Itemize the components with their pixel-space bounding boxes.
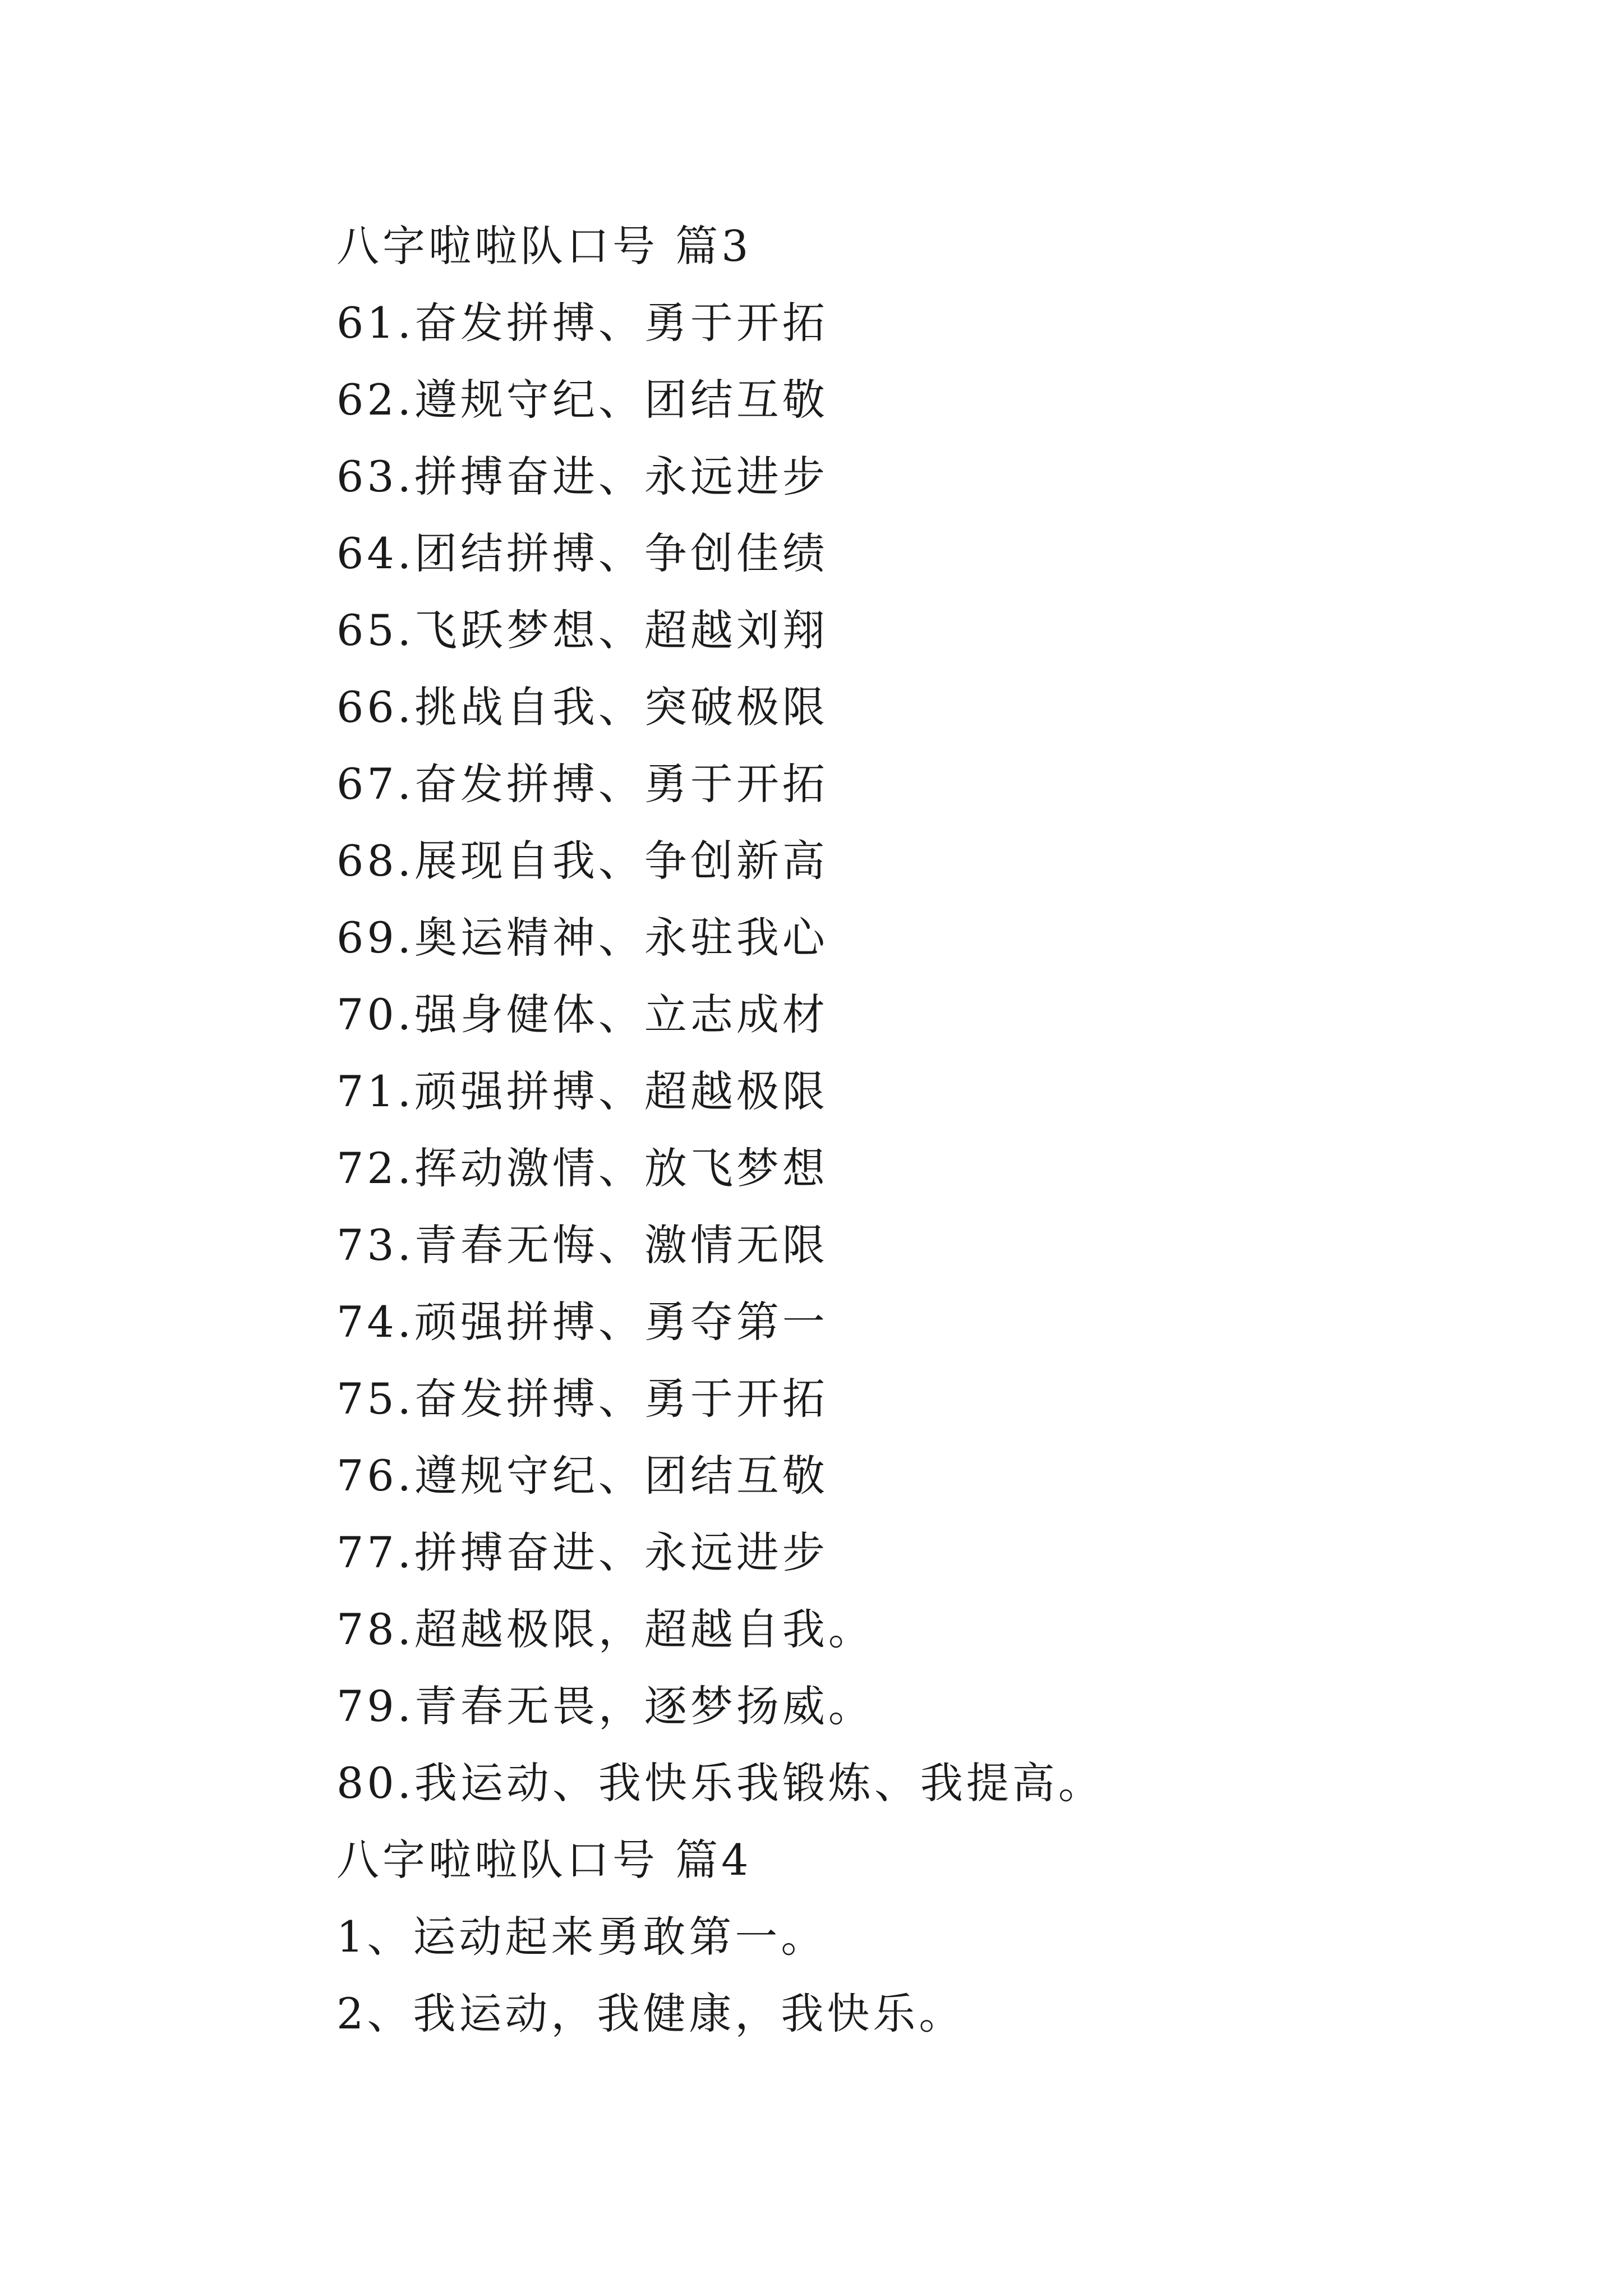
list-item: 2、我运动，我健康，我快乐。 (336, 1989, 965, 2039)
list-item: 68.展现自我、争创新高 (336, 836, 828, 886)
section-heading: 八字啦啦队口号 篇3 (336, 221, 752, 271)
list-item: 72.挥动激情、放飞梦想 (336, 1143, 828, 1193)
list-item: 63.拼搏奋进、永远进步 (336, 452, 828, 501)
document-body (336, 208, 1570, 2052)
list-item: 70.强身健体、立志成材 (336, 990, 828, 1039)
list-item: 71.顽强拼搏、超越极限 (336, 1066, 828, 1116)
section-heading: 八字啦啦队口号 篇4 (336, 1835, 752, 1885)
list-item: 78.超越极限，超越自我。 (336, 1604, 874, 1654)
list-item: 65.飞跃梦想、超越刘翔 (336, 605, 828, 655)
list-item: 74.顽强拼搏、勇夺第一 (336, 1297, 828, 1347)
list-item: 73.青春无悔、激情无限 (336, 1220, 828, 1270)
list-item: 79.青春无畏，逐梦扬威。 (336, 1681, 874, 1731)
list-item: 80.我运动、我快乐我锻炼、我提高。 (336, 1758, 1104, 1808)
list-item: 1、运动起来勇敢第一。 (336, 1912, 827, 1962)
list-item: 67.奋发拼搏、勇于开拓 (336, 759, 828, 809)
list-item: 62.遵规守纪、团结互敬 (336, 375, 828, 425)
list-item: 61.奋发拼搏、勇于开拓 (336, 298, 828, 348)
list-item: 64.团结拼搏、争创佳绩 (336, 528, 828, 578)
list-item: 76.遵规守纪、团结互敬 (336, 1451, 828, 1501)
list-item: 77.拼搏奋进、永远进步 (336, 1527, 828, 1577)
list-item: 66.挑战自我、突破极限 (336, 682, 828, 732)
list-item: 75.奋发拼搏、勇于开拓 (336, 1374, 828, 1424)
list-item: 69.奥运精神、永驻我心 (336, 913, 828, 963)
